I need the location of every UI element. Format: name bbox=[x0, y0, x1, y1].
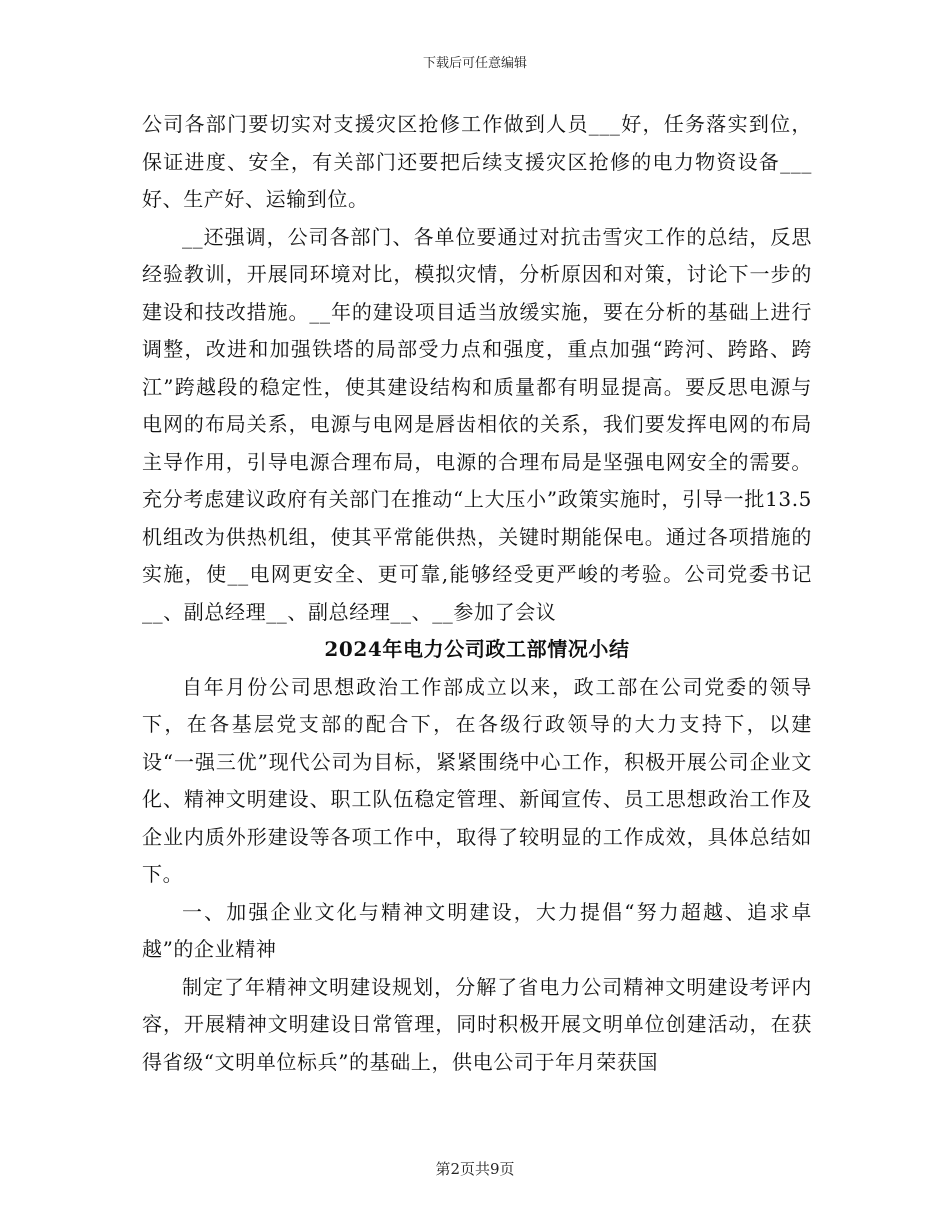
section-paragraph-1: 自年月份公司思想政治工作部成立以来，政工部在公司党委的领导下，在各基层党支部的配合下，在各级行政领导的大力支持下，以建设“一强三优”现代公司为目标，紧紧围绕中心工作，积极开展公司企业文化、精神文明建设、职工队伍稳定管理、新闻宣传、员工思想政治工作及企业内质外形建设等各项工作中，取得了较明显的工作成效，具体总结如下。 bbox=[142, 674, 812, 886]
section-heading-1: 一、加强企业文化与精神文明建设，大力提倡“努力超越、追求卓越”的企业精神 bbox=[142, 899, 812, 961]
paragraph-1: 公司各部门要切实对支援灾区抢修工作做到人员___好，任务落实到位，保证进度、安全，有关部门还要把后续支援灾区抢修的电力物资设备___好、生产好、运输到位。 bbox=[142, 112, 812, 211]
section-paragraph-2: 制定了年精神文明建设规划，分解了省电力公司精神文明建设考评内容，开展精神文明建设日常管理，同时积极开展文明单位创建活动，在获得省级“文明单位标兵”的基础上，供电公司于年月荣获国 bbox=[142, 974, 812, 1074]
page-footer: 第2页共9页 bbox=[435, 1160, 515, 1178]
document-body bbox=[142, 106, 812, 1081]
section-title: 2024年电力公司政工部情况小结 bbox=[324, 637, 630, 661]
page-header: 下载后可任意编辑 bbox=[422, 56, 527, 71]
paragraph-2: __还强调，公司各部门、各单位要通过对抗击雪灾工作的总结，反思经验教训，开展同环境对比，模拟灾情，分析原因和对策，讨论下一步的建设和技改措施。__年的建设项目适当放缓实施，要在分析的基础上进行调整，改进和加强铁塔的局部受力点和强度，重点加强“跨河、跨路、跨江”跨越段的稳定性，使其建设结构和质量都有明显提高。要反思电源与电网的布局关系，电源与电网是唇齿相依的关系，我们要发挥电网的布局主导作用，引导电源合理布局，电源的合理布局是坚强电网安全的需要。充分考虑建议政府有关部门在推动“上大压小”政策实施时，引导一批13.5机组改为供热机组，使其平常能供热，关键时期能保电。通过各项措施的实施，使__电网更安全、更可靠,能够经受更严峻的考验。公司党委书记__、副总经理__、副总经理__、__参加了会议 bbox=[142, 224, 812, 624]
